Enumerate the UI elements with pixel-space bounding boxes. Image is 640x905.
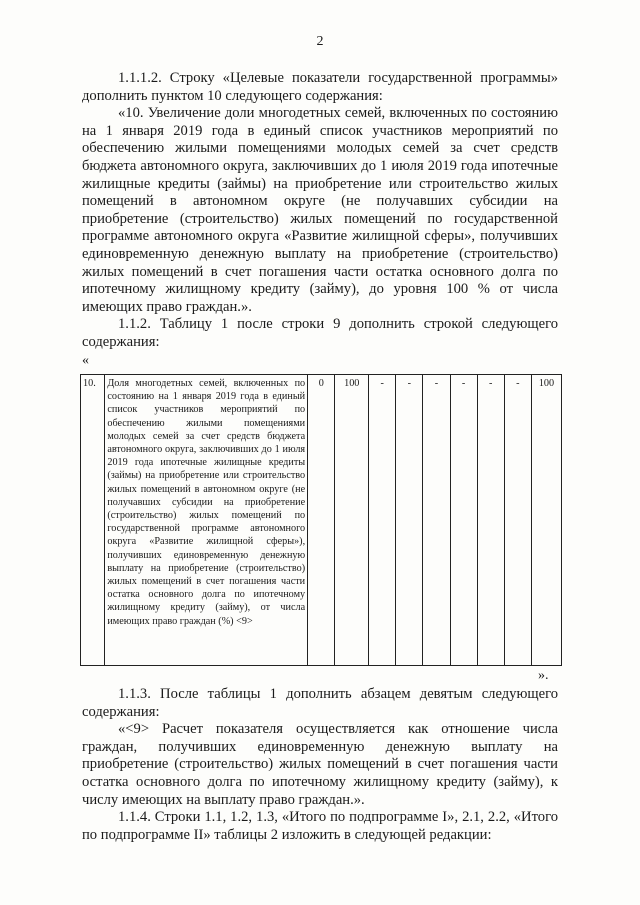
paragraph: 1.1.4. Строки 1.1, 1.2, 1.3, «Итого по подпрограмме I», 2.1, 2.2, «Итого по подпрограмме II» таблицы 2 изложить в следующей редакции: [82,809,558,843]
page-number: 2 [316,34,324,49]
value-cell: - [396,375,423,666]
indicator-name-cell: Доля многодетных семей, включенных по состоянию на 1 января 2019 года в единый список участников мероприятий по обеспечению жилыми помещениями молодых семей за счет средств бюджета автономного округа, заключивших до 1 июля 2019 года ипотечные жилищные кредиты (займы) на приобретение или строительство жилых помещений в автономном округе (не получавших субсидии на приобретение (строительство) жилых помещений по государственной программе автономного округа «Развитие жилищной сферы»), получивших единовременную денежную выплату на приобретение (строительство) жилых помещений в счет погашения части остатка основного долга по ипотечному жилищному кредиту (займу), от числа имеющих право граждан (%) <9> [105,375,308,666]
paragraph: «<9> Расчет показателя осуществляется как отношение числа граждан, получивших единовременную денежную выплату на приобретение (строительство) жилых помещений в счет погашения части остатка основного долга по ипотечному жилищному кредиту (займу), к числу имеющих на выплату право граждан.». [82,721,558,808]
value-cell: 100 [531,375,561,666]
paragraph: 1.1.1.2. Строку «Целевые показатели государственной программы» дополнить пунктом 10 следующего содержания: [82,70,558,104]
value-cell: - [369,375,396,666]
value-cell: - [450,375,477,666]
value-cell: 100 [335,375,369,666]
value-cell: - [477,375,504,666]
opening-quote: « [82,353,89,368]
body-text-top [82,70,558,352]
value-cell: - [504,375,531,666]
paragraph: 1.1.2. Таблицу 1 после строки 9 дополнить строкой следующего содержания: [82,316,558,350]
indicator-table [80,374,562,666]
paragraph: 1.1.3. После таблицы 1 дополнить абзацем девятым следующего содержания: [82,686,558,720]
value-cell: 0 [308,375,335,666]
closing-quote: ». [538,668,549,683]
paragraph: «10. Увеличение доли многодетных семей, включенных по состоянию на 1 января 2019 года в единый список участников мероприятий по обеспечению жилыми помещениями молодых семей за счет средств бюджета автономного округа, заключивших до 1 июля 2019 года ипотечные жилищные кредиты (займы) на приобретение или строительство жилых помещений в автономном округе (не получавших субсидии на приобретение (строительство) жилых помещений по государственной программе автономного округа «Развитие жилищной сферы», получивших единовременную денежную выплату на приобретение (строительство) жилых помещений в счет погашения части остатка основного долга по ипотечному жилищному кредиту (займу), до уровня 100 % от числа имеющих право граждан.». [82,105,558,315]
value-cell: - [423,375,450,666]
body-text-bottom [82,686,558,844]
table-row [81,375,562,666]
row-number-cell: 10. [81,375,105,666]
